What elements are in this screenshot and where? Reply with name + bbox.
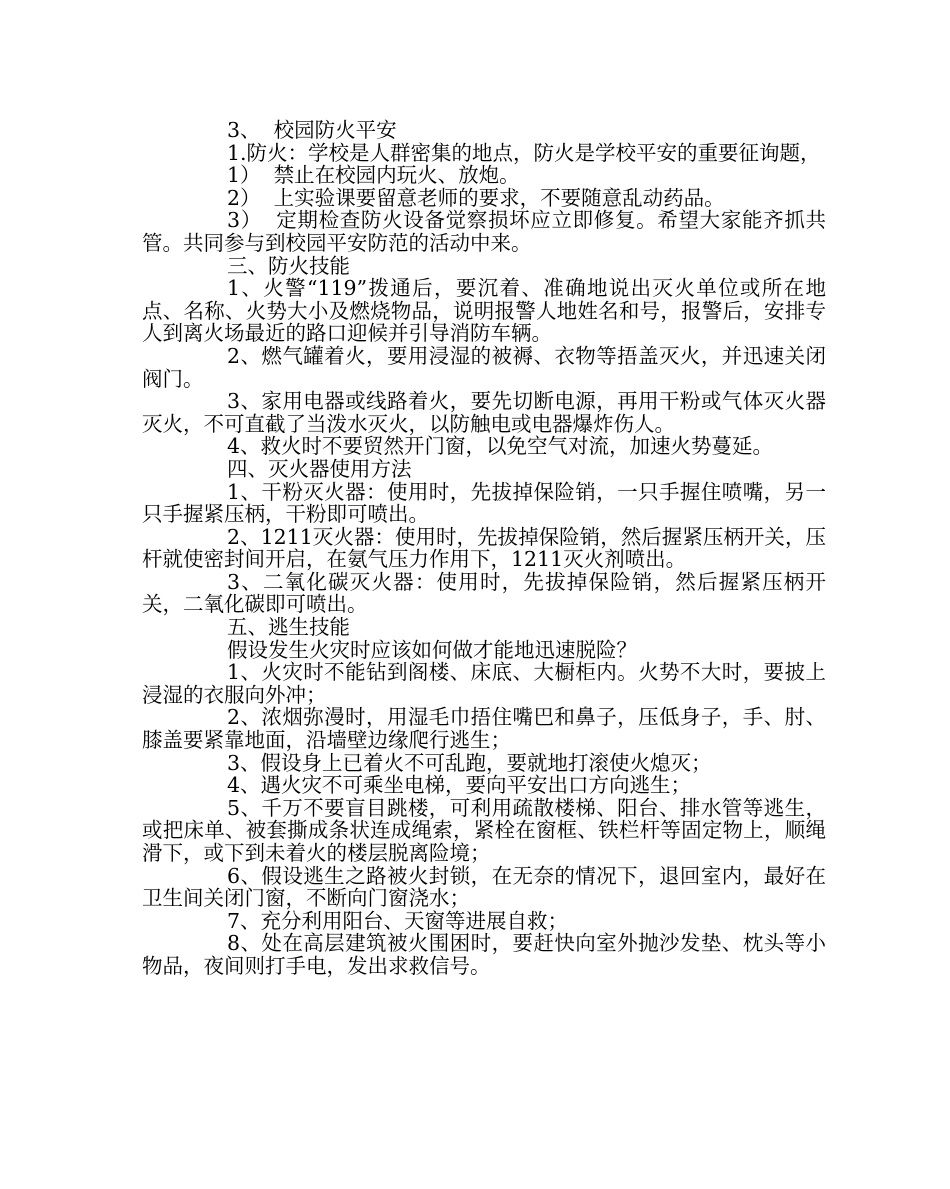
list-item: 7、充分利用阳台、天窗等进展自救；: [227, 908, 569, 933]
section-heading-escape-skills: 五、逃生技能: [227, 615, 350, 640]
section-heading-campus-fire-safety: 3、 校园防火平安: [227, 118, 397, 142]
list-item: 2、燃气罐着火，要用浸湿的被褥、衣物等捂盖灭火，并迅速关闭阀门。: [142, 343, 826, 391]
list-item: 8、处在高层建筑被火围困时，要赶快向室外抛沙发垫、枕头等小物品，夜间则打手电，发出求救信号。: [142, 931, 826, 978]
list-item: 4、遇火灾不可乘坐电梯，要向平安出口方向逃生；: [227, 773, 692, 798]
section-heading-extinguisher-usage: 四、灭火器使用方法: [227, 456, 412, 481]
list-item: 1、火灾时不能钻到阁楼、床底、大橱柜内。火势不大时，要披上浸湿的衣服向外冲；: [142, 660, 826, 707]
list-item: 3、二氧化碳灭火器：使用时，先拔掉保险销，然后握紧压柄开关，二氧化碳即可喷出。: [142, 569, 826, 617]
list-item: 5、千万不要盲目跳楼，可利用疏散楼梯、阳台、排水管等逃生，或把床单、被套撕成条状连成绳索，紧栓在窗框、铁栏杆等固定物上，顺绳滑下，或下到未着火的楼层脱离险境；: [142, 795, 826, 865]
list-item: 3、假设身上已着火不可乱跑，要就地打滚使火熄灭；: [227, 750, 712, 775]
list-item: 2、浓烟弥漫时，用湿毛巾捂住嘴巴和鼻子，压低身子，手、肘、膝盖要紧靠地面，沿墙壁边缘爬行逃生；: [142, 705, 826, 753]
paragraph-escape-question: 假设发生火灾时应该如何做才能地迅速脱险？: [227, 637, 637, 662]
list-item: 1） 禁止在校园内玩火、放炮。: [227, 163, 520, 188]
paragraph-fire-prevention: 1.防火：学校是人群密集的地点，防火是学校平安的重要征询题，: [227, 140, 821, 165]
list-item: 2、1211灭火器：使用时，先拔掉保险销，然后握紧压柄开关，压杆就使密封间开启，在氨气压力作用下，1211灭火剂喷出。: [142, 524, 826, 572]
list-item: 1、火警“119”拨通后，要沉着、准确地说出灭火单位或所在地点、名称、火势大小及燃烧物品，说明报警人地姓名和号，报警后，安排专人到离火场最近的路口迎候并引导消防车辆。: [142, 276, 826, 346]
document-body: [142, 119, 826, 978]
list-item: 3、家用电器或线路着火，要先切断电源，再用干粉或气体灭火器灭火，不可直截了当泼水灭火，以防触电或电器爆炸伤人。: [142, 389, 826, 436]
list-item: 2） 上实验课要留意老师的要求，不要随意乱动药品。: [227, 185, 725, 210]
list-item: 4、救火时不要贸然开门窗，以免空气对流，加速火势蔓延。: [227, 434, 774, 459]
section-heading-fire-skills: 三、防火技能: [227, 253, 350, 278]
list-item: 3） 定期检查防火设备觉察损坏应立即修复。希望大家能齐抓共管。共同参与到校园平安防范的活动中来。: [142, 208, 826, 255]
list-item: 1、干粉灭火器：使用时，先拔掉保险销，一只手握住喷嘴，另一只手握紧压柄，干粉即可喷出。: [142, 479, 826, 527]
list-item: 6、假设逃生之路被火封锁，在无奈的情况下，退回室内，最好在卫生间关闭门窗，不断向门窗浇水；: [142, 863, 826, 911]
